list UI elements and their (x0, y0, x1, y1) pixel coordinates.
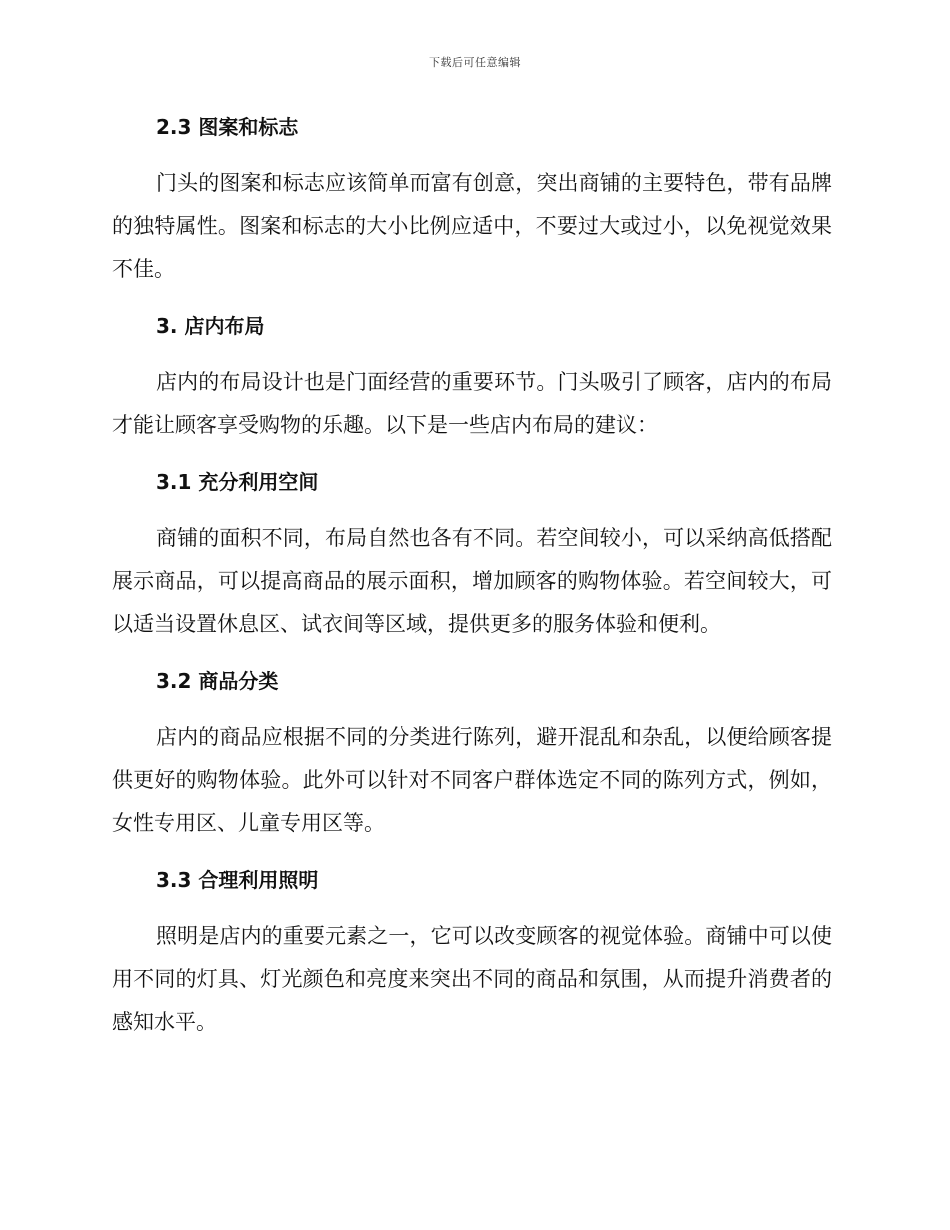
section-heading-3: 3. 店内布局 (156, 314, 265, 338)
section-paragraph-3-2: 店内的商品应根据不同的分类进行陈列，避开混乱和杂乱，以便给顾客提供更好的购物体验。此外可以针对不同客户群体选定不同的陈列方式，例如，女性专用区、儿童专用区等。 (112, 725, 832, 835)
document-body (112, 108, 832, 1044)
section-paragraph-3-1: 商铺的面积不同，布局自然也各有不同。若空间较小，可以采纳高低搭配展示商品，可以提高商品的展示面积，增加顾客的购物体验。若空间较大，可以适当设置休息区、试衣间等区域，提供更多的服务体验和便利。 (112, 526, 832, 636)
section-paragraph-2-3: 门头的图案和标志应该简单而富有创意，突出商铺的主要特色，带有品牌的独特属性。图案和标志的大小比例应适中，不要过大或过小，以免视觉效果不佳。 (112, 171, 832, 281)
section-heading-2-3: 2.3 图案和标志 (156, 115, 299, 139)
section-paragraph-3-3: 照明是店内的重要元素之一，它可以改变顾客的视觉体验。商铺中可以使用不同的灯具、灯光颜色和亮度来突出不同的商品和氛围，从而提升消费者的感知水平。 (112, 924, 832, 1034)
section-heading-3-2: 3.2 商品分类 (156, 669, 279, 693)
section-heading-3-3: 3.3 合理利用照明 (156, 868, 319, 892)
section-paragraph-3: 店内的布局设计也是门面经营的重要环节。门头吸引了顾客，店内的布局才能让顾客享受购物的乐趣。以下是一些店内布局的建议： (112, 370, 832, 437)
section-heading-3-1: 3.1 充分利用空间 (156, 470, 319, 494)
header-note: 下载后可任意编辑 (429, 56, 521, 69)
